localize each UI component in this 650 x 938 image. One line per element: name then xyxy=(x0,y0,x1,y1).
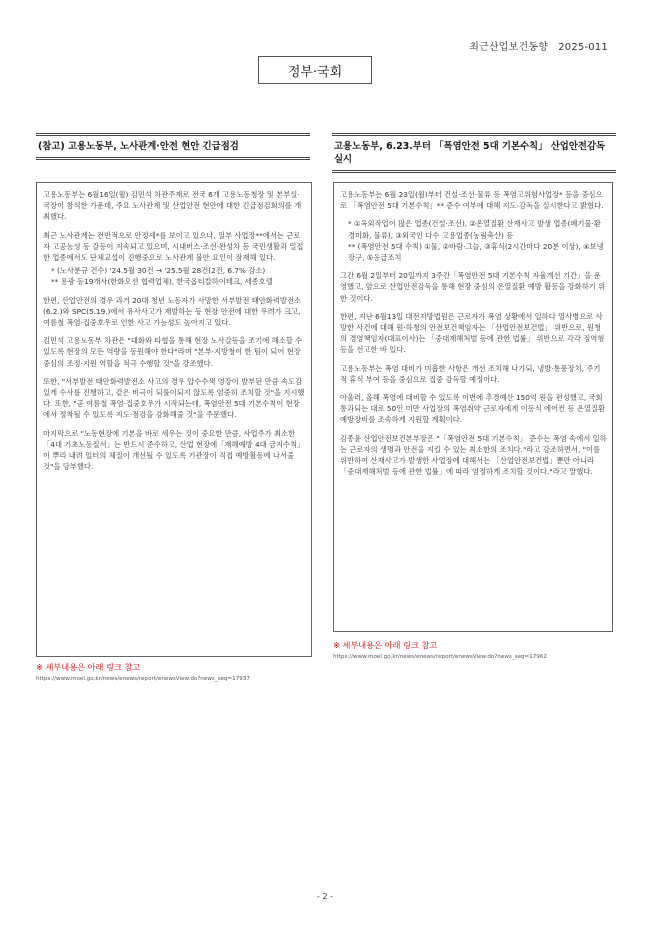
left-paragraph: 최근 노사관계는 전반적으로 안정세*를 보이고 있으나, 일부 사업장**에서는 근로자 고공농성 등 갈등이 지속되고 있으며, 시내버스·조선·완성차 등 국민생활과 밀접한 업종에서도 단체교섭이 진행중으로 노사관계 불안 요인이 잠재해 있다. xyxy=(43,230,304,263)
page-number: - 2 - xyxy=(317,892,333,901)
right-paragraph: 김종윤 산업안전보건본부장은 "「폭염안전 5대 기본수칙」 준수는 폭염 속에서 일하는 근로자의 생명과 안전을 지킬 수 있는 최소한의 조치다."라고 강조하면서, "이를 위반하여 산재사고가 발생한 사업장에 대해서는 「산업안전보건법」뿐만 아니라 「중대재해처벌 등에 관한 법률」에 따라 엄정하게 조치할 것이다."라고 말했다. xyxy=(340,433,607,477)
right-reference-note: ※ 세부내용은 아래 링크 참고 xyxy=(333,640,438,650)
left-paragraph: 한편, 산업안전의 경우 과거 20대 청년 노동자가 사망한 서부발전 태안화력발전소(6.2.)와 SPC(5.19.)에서 유사사고가 재발하는 등 현장 안전에 대한 우려가 크고, 여름철 폭염·집중호우로 인한 사고 가능성도 높아지고 있다. xyxy=(43,295,302,328)
right-paragraph: 아울러, 올해 폭염에 대비할 수 있도록 이번에 추경예산 150억 원을 편성했고, 국회 통과되는 대로 50인 미만 사업장의 폭염취약 근로자에게 이동식 에어컨 등 온열질환 예방장비를 조속하게 지원할 계획이다. xyxy=(340,393,606,425)
left-footnote: * (노사분규 건수) '24.5월 30건 → '25.5월 28건(2건, 6.7% 감소) xyxy=(51,266,266,276)
left-paragraph: 또한, "서부발전 태안화력발전소 사고의 경우 압수수색 영장이 발부된 만큼 속도감 있게 수사를 진행하고, 같은 비극이 되풀이되지 않도록 엄중히 조치할 것"을 지시했다. 또한, "곧 여름철 폭염·집중호우가 시작되는데, 폭염안전 5대 기본수칙이 현장에서 정착될 수 있도록 지도·점검을 강화해줄 것"을 주문했다. xyxy=(43,376,305,420)
right-reference-link[interactable]: https://www.moel.go.kr/news/enews/report/enewsView.do?news_seq=17962 xyxy=(333,654,547,660)
left-reference-note: ※ 세부내용은 아래 링크 참고 xyxy=(36,662,141,672)
publication-name: 최근산업보건동향 xyxy=(469,42,549,53)
section-title: 정부·국회 xyxy=(258,56,372,84)
left-paragraph: 고용노동부는 6월16일(월) 김민석 차관주재로 전국 6개 고용노동청장 및 본부실·국장이 참석한 가운데, 주요 노사관계 및 산업안전 현안에 대한 긴급점검회의를 개최했다. xyxy=(43,190,302,222)
left-article-body xyxy=(36,182,312,657)
right-paragraph: 그간 6월 2일부터 20일까지 3주간「폭염안전 5대 기본수칙 자율개선 기간」을 운영했고, 앞으로 산업안전감독을 통해 현장 중심의 온열질환 예방 활동을 강화하기 위한 것이다. xyxy=(340,271,606,303)
right-paragraph: 고용노동부는 6월 23일(월)부터 건설·조선·물류 등 폭염고위험사업장* 등을 중심으로 「폭염안전 5대 기본수칙」** 준수 여부에 대해 지도·감독을 실시한다고 밝혔다. xyxy=(340,190,604,211)
issue-number: 2025-011 xyxy=(558,42,608,53)
right-footnote: * ①옥외작업이 많은 업종(건설·조선), ②온열질환 산재사고 발생 업종(폐기물·환경미화, 물류), ③외국인 다수 고용업종(농림축산) 등 xyxy=(348,219,601,240)
left-paragraph: 김민석 고용노동부 차관은 "대화와 타협을 통해 현장 노사갈등을 조기에 해소할 수 있도록 현장의 모든 역량을 동원해야 한다"라며 "본부·지방청이 한 팀이 되어 현장 중심의 조정·지원 역할을 적극 수행할 것"을 강조했다. xyxy=(43,336,303,368)
running-header xyxy=(469,38,608,53)
left-paragraph: 마지막으로 "노동현장에 기본을 바로 세우는 것이 중요한 만큼, 사업주가 최소한 「4대 기초노동질서」는 반드시 준수하고, 산업 현장에「재해예방 4대 금지수칙」이 뿌리 내려 일터의 체질이 개선될 수 있도록 기관장이 직접 예방활동에 나서줄 것"을 당부했다. xyxy=(43,428,305,472)
right-article-body xyxy=(333,182,613,632)
right-article-heading: 고용노동부, 6.23.부터 「폭염안전 5대 기본수칙」 산업안전감독 실시 xyxy=(332,133,616,173)
left-reference-link[interactable]: https://www.moel.go.kr/news/enews/report/enewsView.do?news_seq=17937 xyxy=(36,676,250,682)
left-footnote: ** 용광 등19개사(한화오션 협력업체), 한국옵티칼하이테크, 세종호텔 xyxy=(51,277,273,287)
right-paragraph: 한편, 지난 6월13일 대전지방법원은 근로자가 폭염 상황에서 일하다 열사병으로 사망한 사건에 대해 원·하청의 안전보건책임자는 「산업안전보건법」 위반으로, 원청의 경영책임자(대표이사)는 「중대재해처벌 등에 관한 법률」 위반으로 각각 징역형 등을 선고한 바 있다. xyxy=(340,311,605,355)
left-article-heading: (참고) 고용노동부, 노사관계·안전 현안 긴급점검 xyxy=(36,133,310,160)
right-footnote: ** (폭염안전 5대 수칙) ①물, ②바람·그늘, ③휴식(2시간마다 20분 이상), ④보냉장구, ⑤응급조치 xyxy=(348,241,604,263)
right-paragraph: 고용노동부는 폭염 대비가 미흡한 사항은 개선 조치해 나가되, 냉방·통풍장치, 주기적 휴식 부여 등을 중심으로 집중 감독할 예정이다. xyxy=(340,363,601,384)
